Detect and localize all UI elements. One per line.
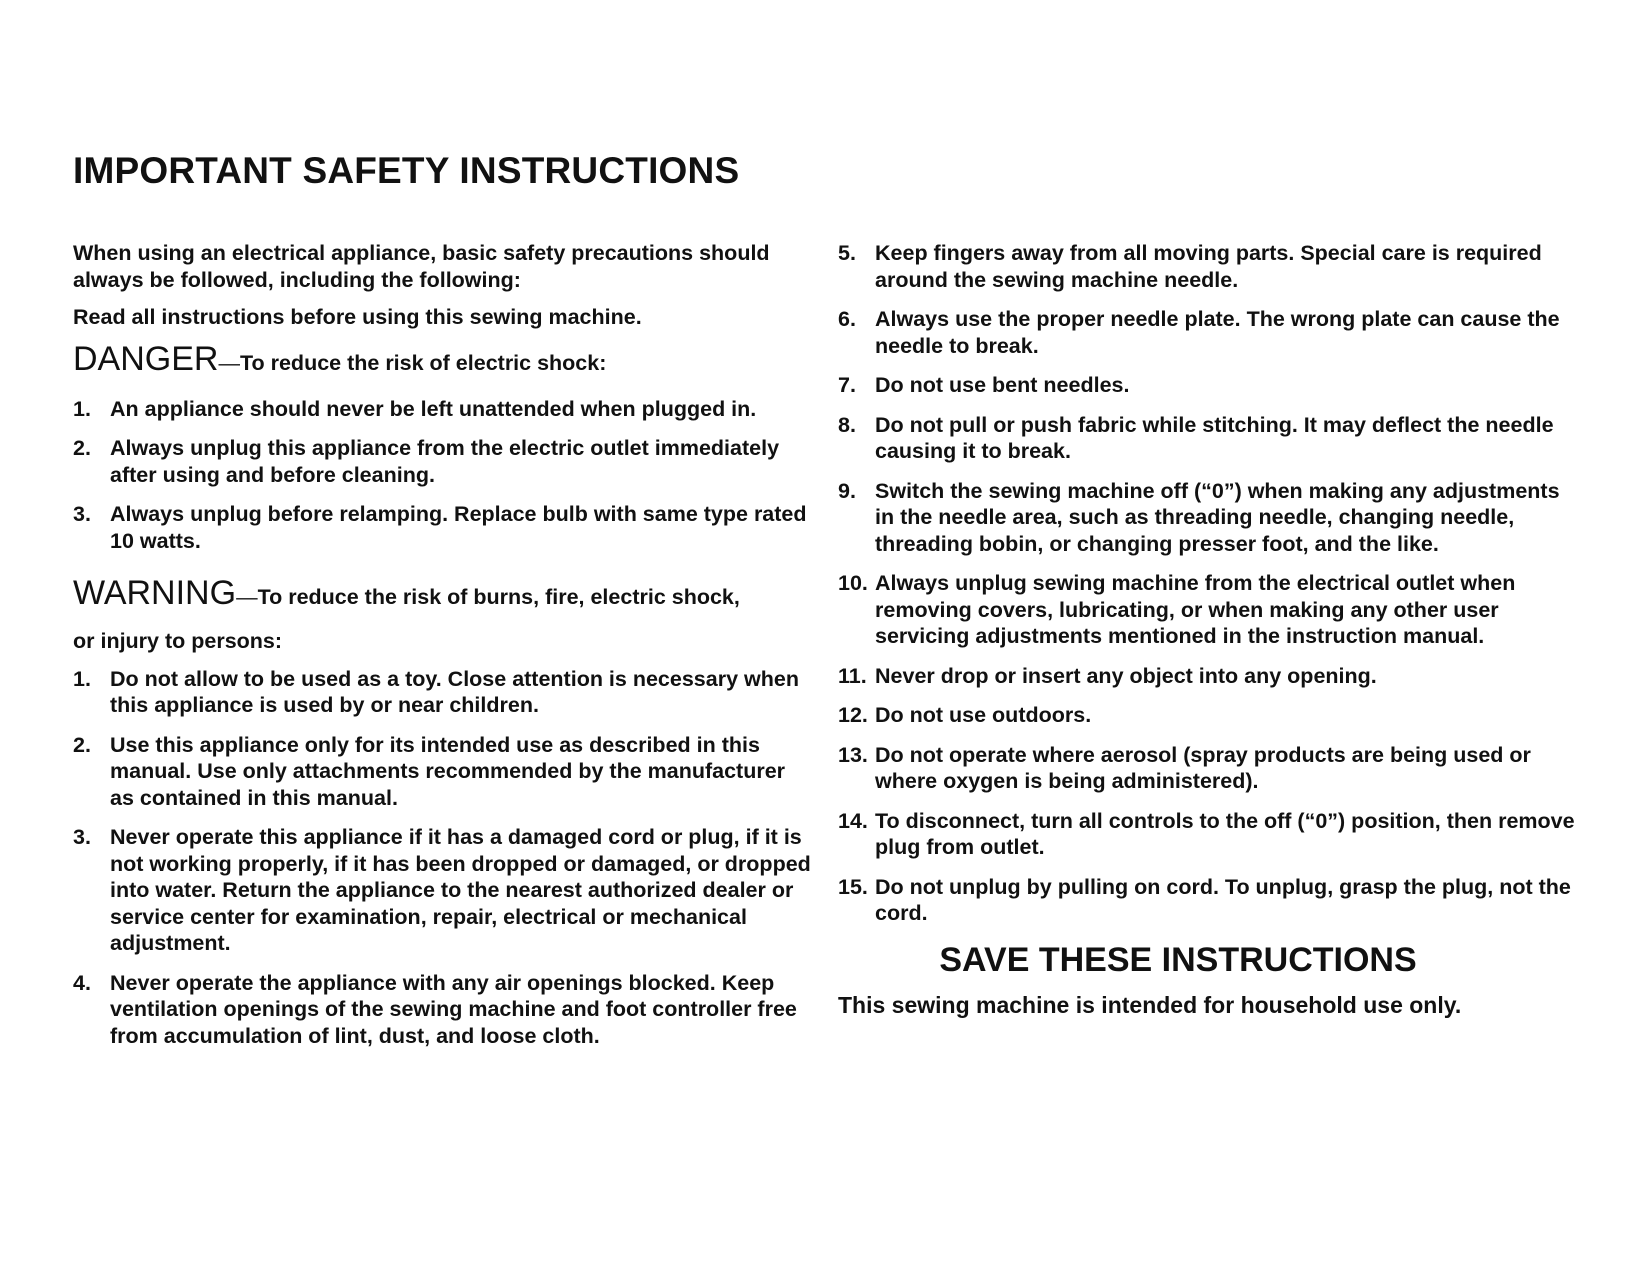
item-number: 3. [73,825,91,849]
item-number: 15. [838,874,868,899]
item-number: 2. [73,436,91,460]
warning-text: To reduce the risk of burns, fire, electric shock, [257,585,740,609]
list-item [838,412,1578,465]
item-text: Never operate the appliance with any air openings blocked. Keep ventilation openings of the sewing machine and foot controller free from accumulation of lint, dust, and loose cloth. [110,970,797,1048]
list-item [73,970,813,1050]
danger-text: To reduce the risk of electric shock: [239,350,607,375]
item-text: An appliance should never be left unattended when plugged in. [110,396,757,421]
list-item [838,372,1578,399]
item-text: Always unplug before relamping. Replace bulb with same type rated 10 watts. [110,502,807,553]
warning-dash: — [236,585,258,609]
danger-dash: — [218,350,240,375]
item-text: Switch the sewing machine off (“0”) when making any adjustments in the needle area, such as threading needle, changing needle, threading bobin, or changing presser foot, and the like. [875,478,1560,556]
save-instructions-heading: SAVE THESE INSTRUCTIONS [939,940,1417,979]
list-item [73,824,813,957]
list-item [73,501,813,554]
item-text: Never operate this appliance if it has a damaged cord or plug, if it is not working properly, if it has been dropped or damaged, or dropped into water. Return the appliance to the nearest authorized dealer or service center for examination, repair, electrical or mechanical adjustment. [110,825,811,955]
list-item [838,702,1578,729]
list-item [838,478,1578,558]
item-number: 8. [838,412,856,437]
item-number: 2. [73,732,91,757]
list-item [838,808,1578,861]
list-item [838,570,1578,650]
page-title: IMPORTANT SAFETY INSTRUCTIONS [73,150,740,191]
warning-list-left [73,666,813,1050]
household-use-note: This sewing machine is intended for household use only. [838,991,1462,1018]
list-item [838,240,1578,293]
item-number: 1. [73,396,91,421]
item-number: 12. [838,703,868,727]
item-number: 4. [73,970,91,995]
item-number: 5. [838,241,856,265]
danger-label: DANGER [73,339,219,378]
list-item [73,666,813,719]
list-item [838,306,1578,359]
warning-label: WARNING [73,574,237,612]
item-text: Always unplug sewing machine from the electrical outlet when removing covers, lubricating, or when making any other user servicing adjustments mentioned in the instruction manual. [875,571,1516,648]
danger-heading [73,339,813,383]
left-column [73,240,813,1062]
item-number: 10. [838,571,868,595]
item-text: Use this appliance only for its intended use as described in this manual. Use only attachments recommended by the manufacturer as contained in this manual. [110,732,786,810]
danger-list [73,396,813,555]
list-item [73,435,813,488]
warning-heading [73,576,813,617]
item-text: Do not use outdoors. [875,703,1092,727]
list-item [838,742,1578,795]
item-number: 14. [838,808,868,833]
item-number: 13. [838,742,868,767]
right-column [838,240,1578,1019]
item-number: 1. [73,666,91,691]
list-item [838,874,1578,927]
item-text: Do not operate where aerosol (spray products are being used or where oxygen is being administered). [875,742,1531,793]
item-number: 11. [838,663,867,688]
item-text: Do not allow to be used as a toy. Close attention is necessary when this appliance is used by or near children. [110,666,799,717]
item-number: 7. [838,373,856,397]
list-item [73,396,813,423]
list-item [73,732,813,812]
intro-text: When using an electrical appliance, basic safety precautions should always be followed, including the following: [73,241,770,292]
list-item [838,663,1578,690]
read-all-text: Read all instructions before using this sewing machine. [73,305,642,329]
warning-list-right [838,240,1578,927]
item-text: Always unplug this appliance from the electric outlet immediately after using and before cleaning. [110,436,780,487]
item-text: Never drop or insert any object into any opening. [875,663,1377,688]
item-text: Always use the proper needle plate. The wrong plate can cause the needle to break. [875,307,1560,358]
item-text: Do not use bent needles. [875,373,1130,397]
item-text: Do not unplug by pulling on cord. To unplug, grasp the plug, not the cord. [875,874,1571,925]
item-text: Do not pull or push fabric while stitching. It may deflect the needle causing it to break. [875,412,1554,463]
item-number: 6. [838,307,856,331]
item-number: 3. [73,502,91,526]
warning-text-continued: or injury to persons: [73,629,283,653]
item-number: 9. [838,478,856,503]
item-text: Keep fingers away from all moving parts. Special care is required around the sewing machine needle. [875,241,1542,292]
item-text: To disconnect, turn all controls to the off (“0”) position, then remove plug from outlet. [875,808,1575,859]
